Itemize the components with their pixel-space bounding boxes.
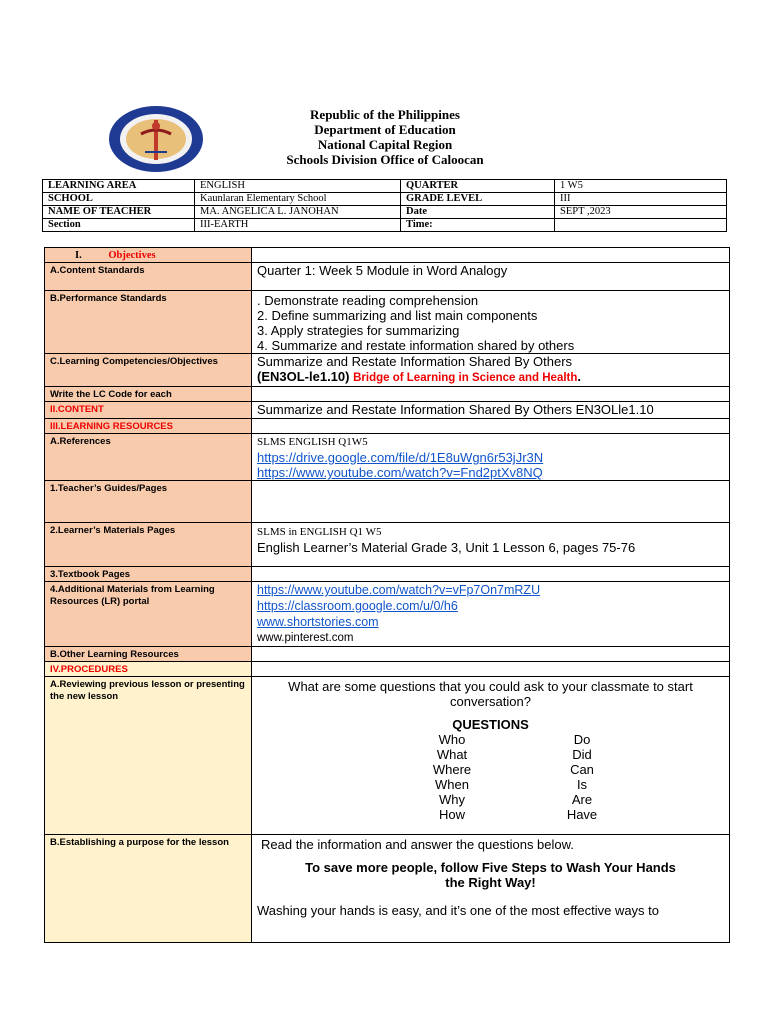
section-value: III-EARTH	[195, 219, 401, 232]
header-region: National Capital Region	[317, 137, 453, 152]
learning-area-label: LEARNING AREA	[43, 180, 195, 193]
procedures-label: IV.PROCEDURES	[45, 662, 252, 677]
other-resources-label: B.Other Learning Resources	[45, 647, 252, 662]
references-label: A.References	[45, 434, 252, 481]
learners-materials-text: English Learner’s Material Grade 3, Unit 1 Lesson 6, pages 75-76	[257, 540, 636, 555]
purpose-intro: Read the information and answer the questions below.	[261, 837, 574, 852]
objectives-label: Objectives	[108, 250, 156, 261]
additional-link[interactable]: https://www.youtube.com/watch?v=vFp7On7mRZU	[257, 583, 541, 597]
content-label: II.CONTENT	[45, 402, 252, 419]
performance-standard-item: 2. Define summarizing and list main components	[257, 308, 538, 323]
purpose-heading: To save more people, follow Five Steps to Wash Your Hands the Right Way!	[305, 860, 676, 890]
competencies-label: C.Learning Competencies/Objectives	[45, 354, 252, 387]
quarter-label: QUARTER	[401, 180, 555, 193]
date-label: Date	[401, 206, 555, 219]
references-value	[252, 434, 730, 481]
question-word: How	[438, 807, 465, 822]
performance-standard-item: 3. Apply strategies for summarizing	[257, 323, 460, 338]
objectives-blank	[252, 248, 730, 263]
reference-link[interactable]: https://drive.google.com/file/d/1E8uWgn6r53jJr3N	[257, 450, 544, 465]
questions-grid	[387, 732, 647, 822]
references-title: SLMS ENGLISH Q1W5	[257, 436, 368, 448]
competency-code: (EN3OL-le1.10)	[257, 369, 350, 384]
header-division: Schools Division Office of Caloocan	[286, 152, 484, 167]
textbook-value	[252, 567, 730, 582]
school-label: SCHOOL	[43, 193, 195, 206]
question-word: Is	[576, 777, 588, 792]
date-value: SEPT ,2023	[555, 206, 727, 219]
content-value: Summarize and Restate Information Shared By Others EN3OLle1.10	[252, 402, 730, 419]
objectives-header	[45, 248, 252, 263]
performance-standard-item: . Demonstrate reading comprehension	[257, 293, 479, 308]
question-word: What	[436, 747, 468, 762]
grade-level-value: III	[555, 193, 727, 206]
section-label: Section	[43, 219, 195, 232]
teachers-guide-value	[252, 481, 730, 523]
reference-link[interactable]: https://www.youtube.com/watch?v=Fnd2ptXv8NQ	[257, 465, 543, 480]
competency-text: Summarize and Restate Information Shared By Others	[257, 354, 573, 369]
learners-materials-title: SLMS in ENGLISH Q1 W5	[257, 526, 382, 538]
header-republic: Republic of the Philippines	[310, 107, 460, 122]
question-word: Who	[438, 732, 466, 747]
question-word: Are	[571, 792, 593, 807]
lc-code-value	[252, 387, 730, 402]
review-question: What are some questions that you could ask to your classmate to start conversation?	[288, 679, 693, 709]
school-logo	[107, 104, 205, 174]
additional-link[interactable]: www.shortstories.com	[257, 615, 379, 629]
question-word: Why	[439, 792, 465, 807]
performance-standards-label: B.Performance Standards	[45, 291, 252, 354]
procedures-blank	[252, 662, 730, 677]
teacher-value: MA. ANGELICA L. JANOHAN	[195, 206, 401, 219]
school-value: Kaunlaran Elementary School	[195, 193, 401, 206]
document-header	[220, 107, 550, 167]
grade-level-label: GRADE LEVEL	[401, 193, 555, 206]
learners-materials-value	[252, 523, 730, 567]
competencies-value	[252, 354, 730, 387]
learners-materials-label: 2.Learner’s Materials Pages	[45, 523, 252, 567]
content-standards-label: A.Content Standards	[45, 263, 252, 291]
learning-area-value: ENGLISH	[195, 180, 401, 193]
competency-bridge: Bridge of Learning in Science and Health	[353, 372, 578, 384]
content-standards-value: Quarter 1: Week 5 Module in Word Analogy	[252, 263, 730, 291]
lesson-plan-table	[44, 247, 730, 943]
additional-materials-label: 4.Additional Materials from Learning Resources (LR) portal	[45, 582, 252, 647]
performance-standard-item: 4. Summarize and restate information shared by others	[257, 338, 575, 353]
time-label: Time:	[401, 219, 555, 232]
quarter-value: 1 W5	[555, 180, 727, 193]
additional-plain-link: www.pinterest.com	[257, 632, 354, 644]
question-word: Did	[572, 747, 592, 762]
review-label: A.Reviewing previous lesson or presenting the new lesson	[45, 677, 252, 835]
textbook-label: 3.Textbook Pages	[45, 567, 252, 582]
teacher-label: NAME OF TEACHER	[43, 206, 195, 219]
review-value	[252, 677, 730, 835]
teachers-guide-label: 1.Teacher’s Guides/Pages	[45, 481, 252, 523]
question-word: When	[435, 777, 469, 792]
learning-resources-blank	[252, 419, 730, 434]
other-resources-value	[252, 647, 730, 662]
performance-standards-value	[252, 291, 730, 354]
lc-code-label: Write the LC Code for each	[45, 387, 252, 402]
questions-title: QUESTIONS	[452, 717, 529, 732]
question-word: Have	[566, 807, 598, 822]
purpose-label: B.Establishing a purpose for the lesson	[45, 835, 252, 943]
question-word: Where	[432, 762, 472, 777]
purpose-text: Washing your hands is easy, and it’s one of the most effective ways to	[257, 903, 660, 918]
purpose-value	[252, 835, 730, 943]
objectives-number: I.	[75, 250, 82, 261]
question-word: Can	[570, 762, 594, 777]
header-department: Department of Education	[314, 122, 456, 137]
info-table	[42, 179, 727, 232]
additional-materials-value	[252, 582, 730, 647]
time-value	[555, 219, 727, 232]
competency-end: .	[577, 369, 582, 384]
learning-resources-label: III.LEARNING RESOURCES	[45, 419, 252, 434]
additional-link[interactable]: https://classroom.google.com/u/0/h6	[257, 599, 458, 613]
question-word: Do	[573, 732, 591, 747]
